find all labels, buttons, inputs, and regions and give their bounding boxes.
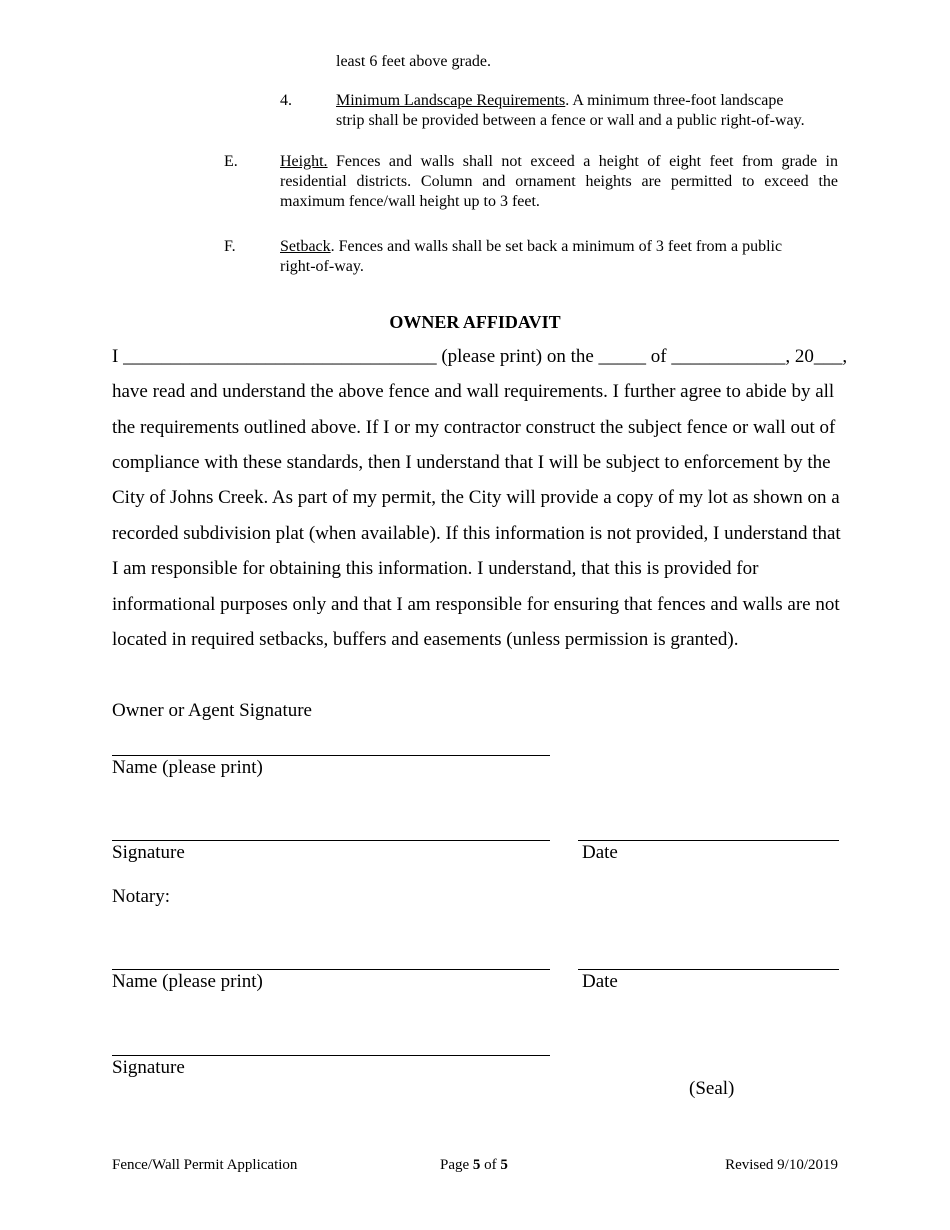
affidavit-line-1: I _________________________________ (please print) on the _____ of ____________, 20___, <box>112 346 848 367</box>
notary-signature-line[interactable] <box>112 1055 550 1056</box>
notary-signature-label: Signature <box>112 1057 185 1078</box>
footer-page-current: 5 <box>472 1157 481 1173</box>
affidavit-line-3: the requirements outlined above. If I or my contractor construct the subject fence or wall out of <box>112 417 836 438</box>
footer-page-word: Page <box>440 1157 473 1173</box>
notary-label: Notary: <box>112 886 171 907</box>
owner-date-label: Date <box>582 842 618 863</box>
notary-name-line[interactable] <box>112 969 550 970</box>
notary-date-label: Date <box>582 971 618 992</box>
affidavit-line-9: located in required setbacks, buffers and easements (unless permission is granted). <box>112 629 739 650</box>
item-4-number: 4. <box>280 92 292 109</box>
footer-form-name: Fence/Wall Permit Application <box>112 1157 298 1173</box>
item-e-title: Height. <box>280 153 328 170</box>
notary-name-label: Name (please print) <box>112 971 263 992</box>
item-e-text <box>280 152 838 212</box>
notary-date-line[interactable] <box>578 969 839 970</box>
affidavit-title: OWNER AFFIDAVIT <box>389 312 561 332</box>
owner-name-line[interactable] <box>112 755 550 756</box>
continuation-line: least 6 feet above grade. <box>336 53 492 70</box>
footer-page-total: 5 <box>500 1157 508 1173</box>
item-4-text <box>336 91 840 131</box>
item-f-line1: . Fences and walls shall be set back a minimum of 3 feet from a public <box>330 238 783 255</box>
footer-page-of: of <box>480 1157 501 1173</box>
affidavit-line-4: compliance with these standards, then I understand that I will be subject to enforcement by the <box>112 452 831 473</box>
item-f-text <box>280 237 840 277</box>
item-e-body: Fences and walls shall not exceed a height of eight feet from grade in residential districts. Column and ornament heights are permitted to exceed the maximum fence/wall height up to 3 feet. <box>280 153 838 210</box>
item-4-line2: strip shall be provided between a fence or wall and a public right-of-way. <box>336 112 805 129</box>
affidavit-line-5: City of Johns Creek. As part of my permit, the City will provide a copy of my lot as shown on a <box>112 487 840 508</box>
item-f-line2: right-of-way. <box>280 258 364 275</box>
owner-signature-line[interactable] <box>112 840 550 841</box>
affidavit-line-6: recorded subdivision plat (when available). If this information is not provided, I understand that <box>112 523 841 544</box>
footer-page-number <box>440 1155 508 1175</box>
affidavit-line-8: informational purposes only and that I am responsible for ensuring that fences and walls are not <box>112 594 840 615</box>
affidavit-line-7: I am responsible for obtaining this information. I understand, that this is provided for <box>112 558 759 579</box>
seal-label: (Seal) <box>689 1078 735 1099</box>
item-4-title: Minimum Landscape Requirements <box>336 92 566 109</box>
item-f-title: Setback <box>280 238 331 255</box>
item-4-line1: . A minimum three-foot landscape <box>565 92 784 109</box>
owner-signature-heading: Owner or Agent Signature <box>112 700 312 721</box>
owner-name-label: Name (please print) <box>112 757 263 778</box>
item-f-letter: F. <box>224 238 236 255</box>
footer-revised-date: Revised 9/10/2019 <box>725 1157 838 1173</box>
item-e-letter: E. <box>224 153 238 170</box>
owner-date-line[interactable] <box>578 840 839 841</box>
owner-signature-label: Signature <box>112 842 185 863</box>
affidavit-line-2: have read and understand the above fence and wall requirements. I further agree to abide by all <box>112 381 835 402</box>
